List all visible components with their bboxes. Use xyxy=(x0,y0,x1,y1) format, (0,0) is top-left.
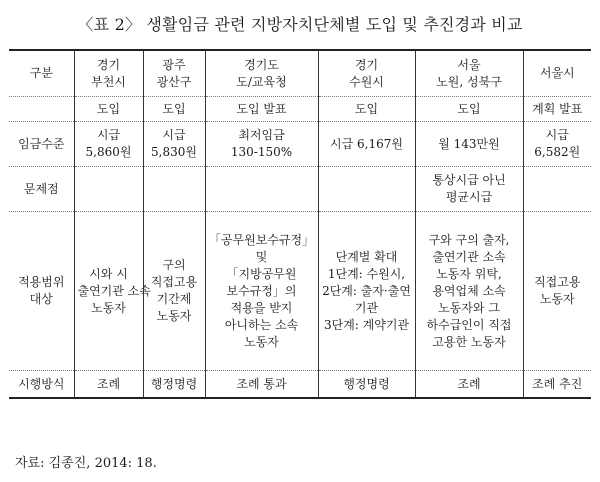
table-cell xyxy=(523,97,591,122)
cell-text: 광산구 xyxy=(156,74,192,89)
cell-text: 6,582원 xyxy=(534,145,581,159)
cell-text: 시급 xyxy=(96,128,121,142)
table-cell xyxy=(523,167,591,212)
table-cell xyxy=(205,122,318,167)
table-cell xyxy=(415,371,523,399)
table-cell xyxy=(74,122,143,167)
cell-text: 평균시급 xyxy=(445,190,493,204)
cell-text: 시행방식 xyxy=(18,376,65,391)
table-cell xyxy=(523,50,591,97)
table-cell xyxy=(415,50,523,97)
table-cell xyxy=(318,97,415,122)
row-header-cell xyxy=(9,122,74,167)
scope-row xyxy=(9,212,591,371)
cell-text: 노동자 xyxy=(244,334,279,349)
table-cell xyxy=(74,167,143,212)
cell-text: 출연기관 소속 xyxy=(77,283,151,298)
cell-text: 부천시 xyxy=(91,74,126,89)
cell-text: 적용을 받지 xyxy=(230,300,293,315)
cell-text: 구분 xyxy=(29,66,53,80)
table-cell xyxy=(523,122,591,167)
cell-text: 직접고용 xyxy=(150,275,198,289)
cell-text: 하수급인이 직접 xyxy=(426,317,512,332)
method-row xyxy=(9,371,591,399)
cell-text: 용역업체 소속 xyxy=(432,283,506,298)
cell-text: 3단계: 계약기관 xyxy=(323,317,410,332)
row-header-cell xyxy=(9,212,74,371)
cell-text: 도/교육청 xyxy=(236,74,287,89)
table-cell xyxy=(205,167,318,212)
cell-text: 직접고용 xyxy=(534,275,581,289)
status-row xyxy=(9,97,591,122)
cell-text: 「공무원보수규정」 xyxy=(208,232,315,247)
issue-row xyxy=(9,167,591,212)
table-cell xyxy=(318,371,415,399)
comparison-table xyxy=(9,49,591,399)
cell-text: 문제점 xyxy=(23,181,59,196)
cell-text: 노동자와 그 xyxy=(438,300,500,315)
cell-text: 시급 xyxy=(162,128,186,142)
cell-text: 도입 xyxy=(162,101,186,116)
cell-text: 행정명령 xyxy=(343,376,390,391)
table-cell xyxy=(318,122,415,167)
cell-text: 도입 xyxy=(96,101,121,116)
table-cell xyxy=(74,50,143,97)
cell-text: 도입 xyxy=(354,101,379,116)
cell-text: 조례 통과 xyxy=(236,376,287,391)
cell-text: 구와 구의 출자, xyxy=(428,232,510,247)
cell-text: 시급 6,167원 xyxy=(330,136,403,151)
cell-text: 고용한 노동자 xyxy=(432,334,506,349)
cell-text: 시급 xyxy=(545,128,569,142)
table-cell xyxy=(143,50,205,97)
table-cell xyxy=(143,371,205,399)
cell-text: 서울시 xyxy=(539,66,575,80)
row-header-cell xyxy=(9,167,74,212)
cell-text: 월 143만원 xyxy=(438,136,500,151)
cell-text: 시와 시 xyxy=(89,266,128,281)
cell-text: 경기 xyxy=(354,57,379,72)
table-cell xyxy=(523,371,591,399)
cell-text: 2단계: 출자·출연 xyxy=(322,283,411,298)
cell-text: 5,860원 xyxy=(85,145,132,159)
cell-text: 수원시 xyxy=(349,74,384,89)
header-row xyxy=(9,50,591,97)
cell-text: 보수규정」의 xyxy=(226,283,297,298)
wage-row xyxy=(9,122,591,167)
cell-text: 노동자 위탁, xyxy=(436,266,502,281)
row-header-cell xyxy=(9,50,74,97)
cell-text: 및 xyxy=(255,249,268,264)
cell-text: 경기도 xyxy=(244,57,279,72)
cell-text: 도입 xyxy=(457,101,481,116)
table-cell xyxy=(415,97,523,122)
row-header-cell xyxy=(9,371,74,399)
table-cell xyxy=(415,212,523,371)
table-cell xyxy=(523,212,591,371)
table-cell xyxy=(143,122,205,167)
cell-text: 경기 xyxy=(96,57,121,72)
table-cell xyxy=(415,122,523,167)
table-cell xyxy=(74,212,151,371)
cell-text: 「지방공무원 xyxy=(226,266,297,281)
cell-text: 아니하는 소속 xyxy=(224,317,299,332)
cell-text: 서울 xyxy=(457,57,481,72)
cell-text: 조례 xyxy=(457,376,481,391)
cell-text: 단계별 확대 xyxy=(335,249,398,264)
table-title: 〈표 2〉 생활임금 관련 지방자치단체별 도입 및 추진경과 비교 xyxy=(77,15,523,34)
cell-text: 도입 발표 xyxy=(236,101,287,116)
cell-text: 행정명령 xyxy=(150,376,198,391)
cell-text: 최저임금 xyxy=(238,128,285,142)
cell-text: 5,830원 xyxy=(151,145,197,159)
cell-text: 조례 추진 xyxy=(532,376,583,391)
cell-text: 적용범위 xyxy=(18,275,65,289)
cell-text: 임금수준 xyxy=(18,136,65,151)
cell-text: 노원, 성북구 xyxy=(436,74,502,89)
row-header-cell xyxy=(9,97,74,122)
cell-text: 통상시급 아닌 xyxy=(432,173,506,187)
table-cell xyxy=(205,50,318,97)
table-cell xyxy=(143,97,205,122)
source-note: 자료: 김종진, 2014: 18. xyxy=(15,456,157,471)
cell-text: 기간제 xyxy=(156,292,192,306)
table-cell xyxy=(205,212,318,371)
cell-text: 출연기관 소속 xyxy=(432,249,506,264)
table-cell xyxy=(143,167,205,212)
cell-text: 1단계: 수원시, xyxy=(327,266,406,281)
table-cell xyxy=(415,167,523,212)
cell-text: 130-150% xyxy=(230,145,293,159)
table-cell xyxy=(318,212,415,371)
cell-text: 노동자 xyxy=(539,292,575,306)
table-cell xyxy=(205,97,318,122)
cell-text: 기관 xyxy=(354,300,379,315)
cell-text: 계획 발표 xyxy=(532,101,583,116)
table-cell xyxy=(74,371,143,399)
cell-text: 광주 xyxy=(162,57,186,72)
table-cell xyxy=(318,167,415,212)
cell-text: 노동자 xyxy=(91,300,126,315)
table-cell xyxy=(318,50,415,97)
table-cell xyxy=(74,97,143,122)
cell-text: 노동자 xyxy=(156,309,192,323)
table-cell xyxy=(205,371,318,399)
table-cell xyxy=(143,212,205,371)
cell-text: 구의 xyxy=(162,258,186,272)
cell-text: 조례 xyxy=(96,376,121,391)
cell-text: 대상 xyxy=(29,292,53,306)
